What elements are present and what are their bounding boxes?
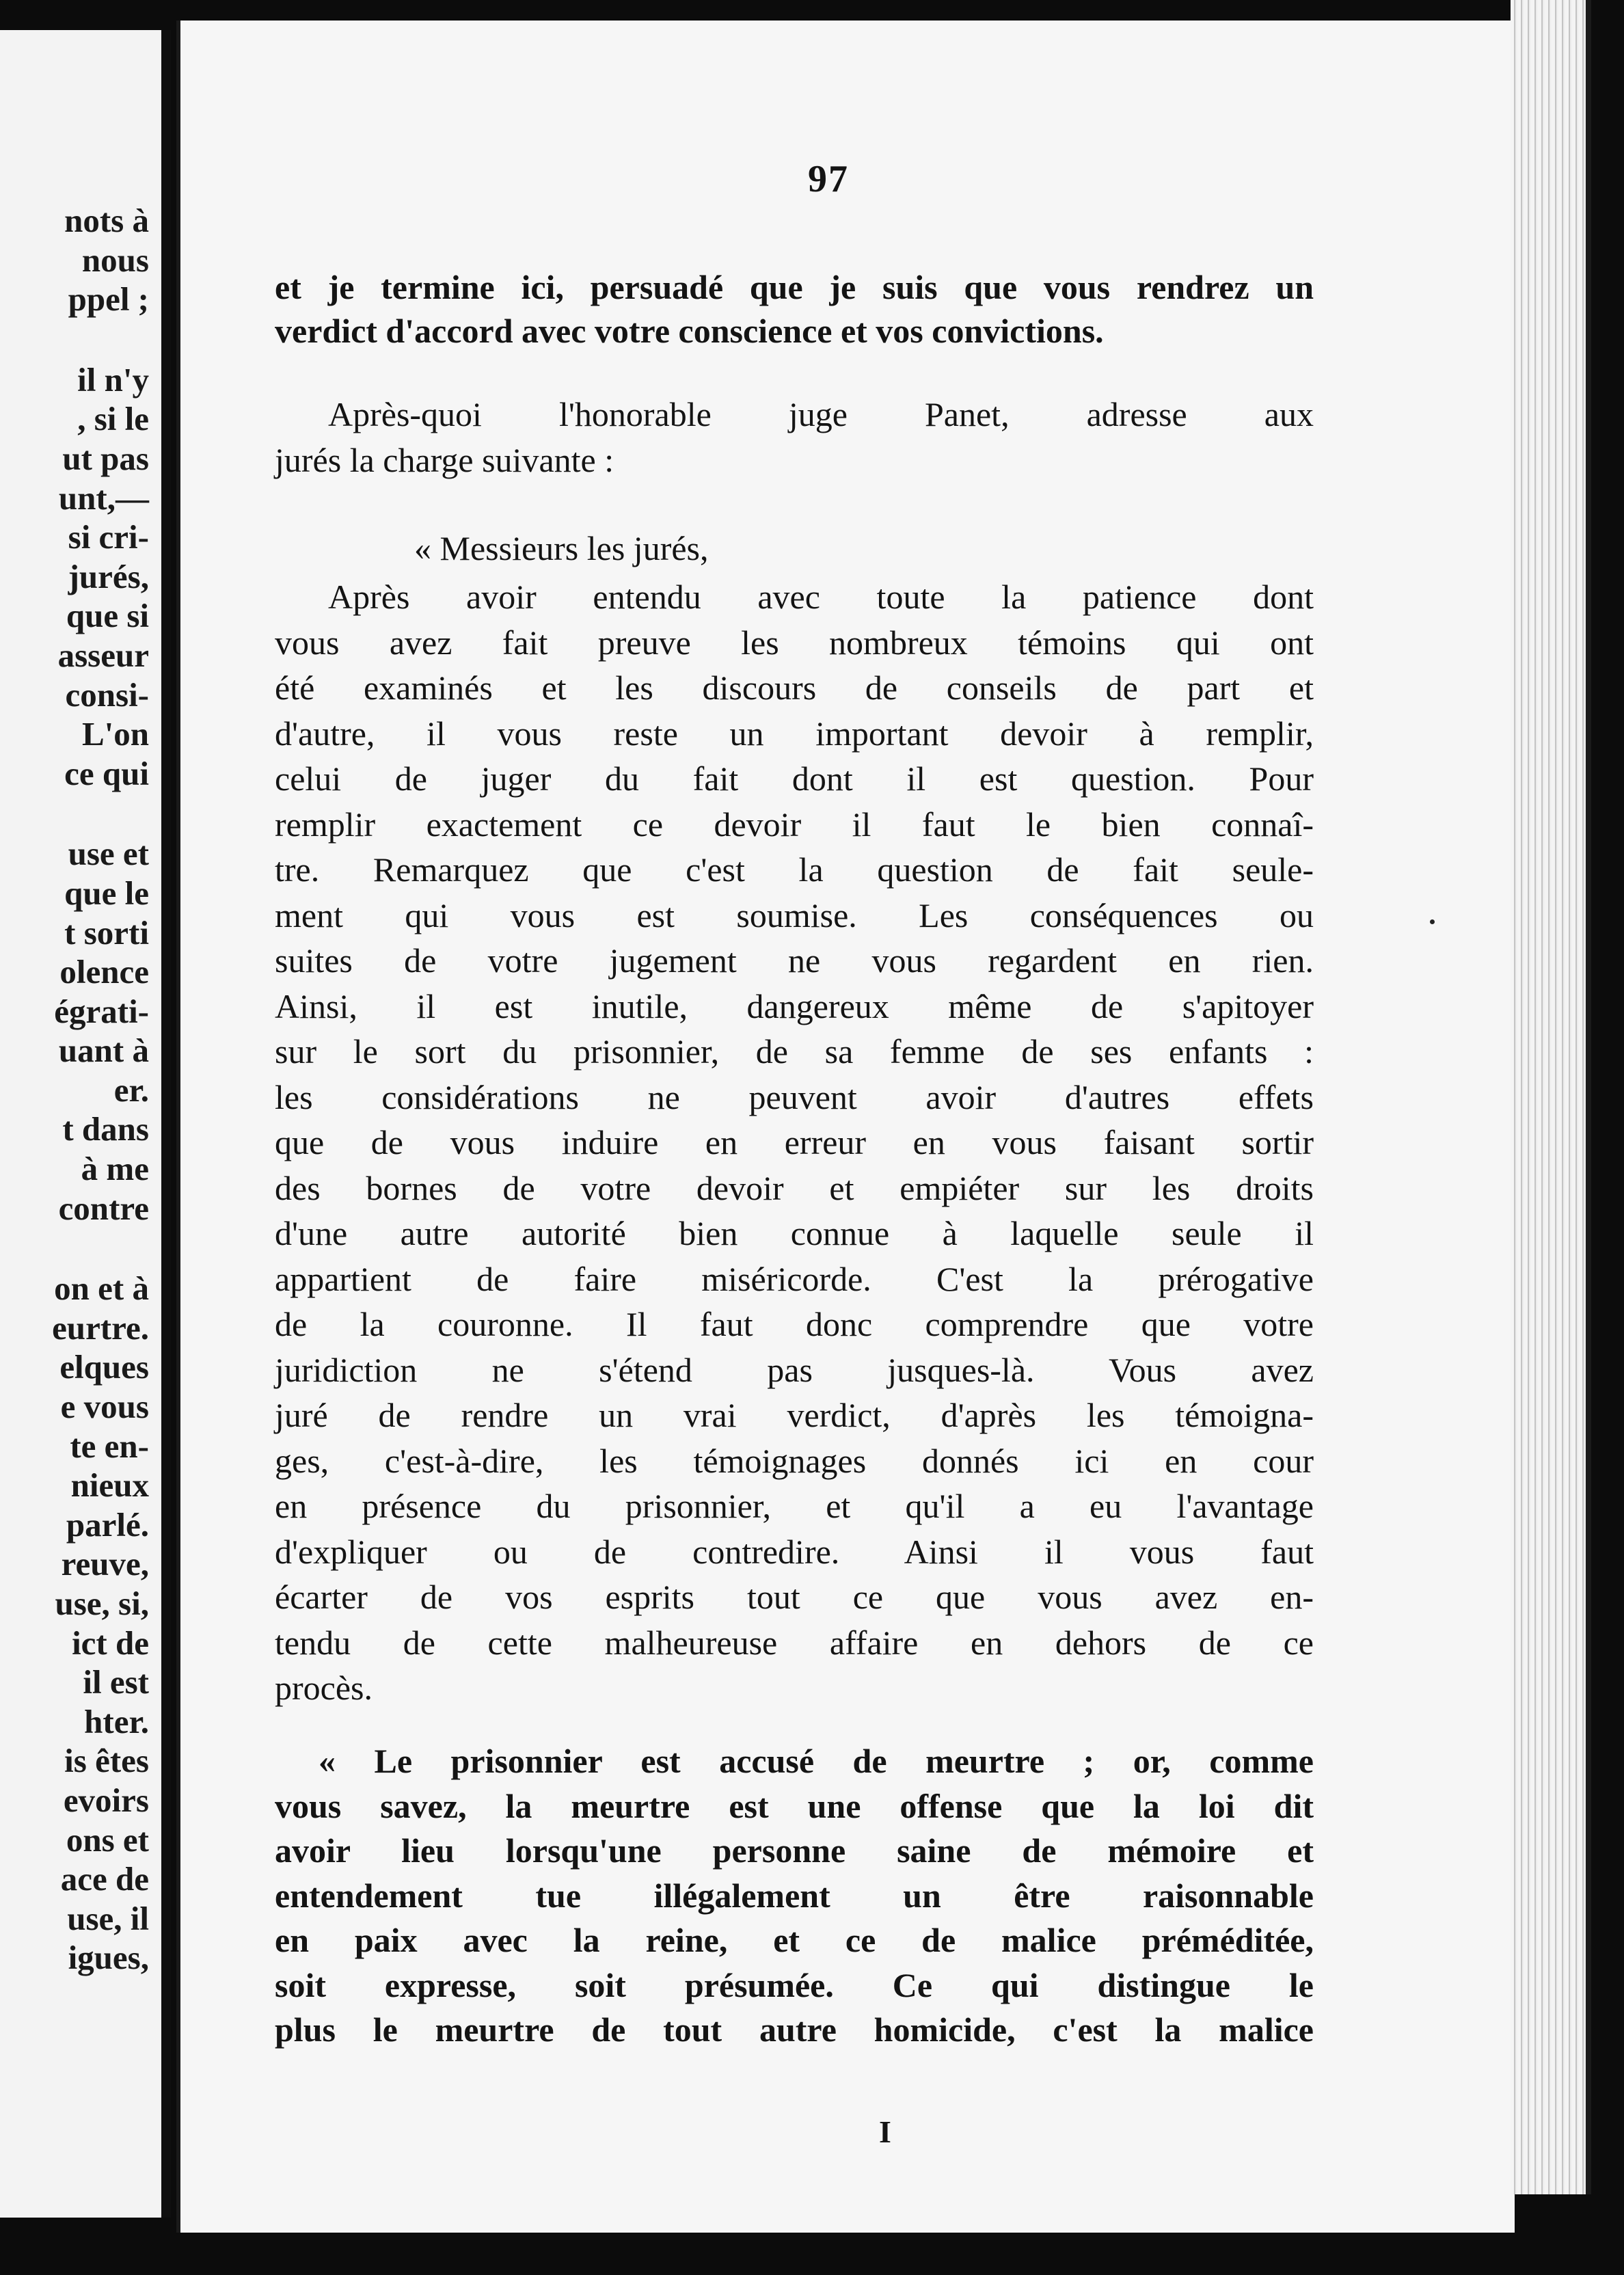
- text-line: vous savez, la meurtre est une offense que la loi dit: [275, 1786, 1314, 1825]
- fragment-line: [0, 319, 149, 360]
- signature-mark: I: [879, 2114, 891, 2149]
- text-line: tre. Remarquez que c'est la question de fait seule-: [275, 850, 1314, 889]
- text-line: écarter de vos esprits tout ce que vous avez en-: [275, 1578, 1314, 1616]
- right-page: [176, 21, 1515, 2233]
- text-line: juré de rendre un vrai verdict, d'après les témoigna-: [275, 1396, 1314, 1434]
- text-line: entendement tue illégalement un être raisonnable: [275, 1876, 1314, 1915]
- fragment-line: asseur: [57, 636, 149, 674]
- page-number: 97: [808, 158, 849, 200]
- fragment-line: use et: [68, 835, 149, 873]
- fragment-line: igues,: [68, 1939, 149, 1977]
- fragment-line: que le: [64, 874, 149, 912]
- text-line: juridiction ne s'étend pas jusques-là. Vous avez: [275, 1350, 1314, 1389]
- fragment-line: égrati-: [54, 992, 149, 1030]
- text-line: d'autre, il vous reste un important devoir à remplir,: [275, 714, 1314, 753]
- fragment-line: is êtes: [64, 1742, 149, 1780]
- text-line: les considérations ne peuvent avoir d'autres effets: [275, 1077, 1314, 1116]
- text-line: de la couronne. Il faut donc comprendre que votre: [275, 1305, 1314, 1343]
- fragment-line: si cri-: [68, 518, 149, 556]
- fragment-line: [0, 1228, 149, 1269]
- fragment-line: que si: [66, 597, 149, 635]
- text-line: soit expresse, soit présumée. Ce qui distingue le: [275, 1965, 1314, 2004]
- text-line: suites de votre jugement ne vous regardent en rien.: [275, 941, 1314, 980]
- text-line: d'une autre autorité bien connue à laquelle seule il: [275, 1214, 1314, 1252]
- fragment-line: hter.: [84, 1702, 149, 1740]
- fragment-line: uant à: [58, 1032, 149, 1070]
- text-line: celui de juger du fait dont il est question. Pour: [275, 759, 1314, 798]
- left-page-text-fragments: [0, 201, 149, 1978]
- fragment-line: on et à: [54, 1269, 149, 1308]
- text-line: en paix avec la reine, et ce de malice préméditée,: [275, 1921, 1314, 1959]
- fragment-line: nots à: [64, 202, 149, 239]
- text-line: plus le meurtre de tout autre homicide, c'est la malice: [275, 2010, 1314, 2049]
- fragment-line: olence: [59, 953, 149, 991]
- fragment-line: ppel ;: [68, 280, 149, 319]
- fragment-line: à me: [81, 1150, 149, 1188]
- narration-paragraph: [275, 392, 1314, 483]
- closing-paragraph: [275, 265, 1314, 353]
- text-line: ges, c'est-à-dire, les témoignages donnés ici en cour: [275, 1441, 1314, 1480]
- fragment-line: [0, 793, 149, 834]
- fragment-line: , si le: [77, 400, 149, 438]
- fragment-line: t sorti: [64, 913, 149, 952]
- book-page-edges: [1511, 0, 1591, 2194]
- fragment-line: te en-: [70, 1427, 149, 1465]
- fragment-line: L'on: [81, 715, 149, 753]
- text-line: verdict d'accord avec votre conscience et vos convictions.: [275, 312, 1104, 350]
- text-line: été examinés et les discours de conseils de part et: [275, 669, 1314, 707]
- fragment-line: t dans: [62, 1110, 149, 1148]
- text-line: et je termine ici, persuadé que je suis que vous rendrez un: [275, 268, 1314, 306]
- fragment-line: unt,—: [58, 479, 149, 517]
- text-line: jurés la charge suivante :: [275, 440, 614, 479]
- fragment-line: elques: [59, 1348, 149, 1386]
- fragment-line: er.: [113, 1071, 149, 1109]
- fragment-line: ace de: [60, 1860, 149, 1898]
- text-line: Ainsi, il est inutile, dangereux même de s'apitoyer: [275, 986, 1314, 1025]
- text-line: en présence du prisonnier, et qu'il a eu l'avantage: [275, 1487, 1314, 1525]
- fragment-line: use, il: [67, 1899, 149, 1937]
- fragment-line: use, si,: [55, 1585, 149, 1622]
- text-line: Après-quoi l'honorable juge Panet, adresse aux: [328, 395, 1314, 433]
- text-line: ment qui vous est soumise. Les conséquences ou: [275, 896, 1314, 934]
- text-line: des bornes de votre devoir et empiéter sur les droits: [275, 1168, 1314, 1207]
- fragment-line: eurtre.: [52, 1308, 149, 1347]
- text-line: vous avez fait preuve les nombreux témoins qui ont: [275, 623, 1314, 662]
- fragment-line: il est: [83, 1663, 149, 1701]
- text-line: « Le prisonnier est accusé de meurtre ; or, comme: [319, 1742, 1314, 1780]
- left-page: [0, 30, 171, 2218]
- text-line: sur le sort du prisonnier, de sa femme de ses enfants :: [275, 1032, 1314, 1071]
- fragment-line: nieux: [70, 1466, 149, 1505]
- fragment-line: consi-: [65, 675, 149, 714]
- text-line: avoir lieu lorsqu'une personne saine de mémoire et: [275, 1831, 1314, 1870]
- charge-paragraph: [275, 574, 1314, 1711]
- fragment-line: ons et: [66, 1820, 149, 1859]
- fragment-line: il n'y: [77, 360, 149, 399]
- fragment-line: nous: [81, 241, 149, 279]
- fragment-line: contre: [58, 1189, 149, 1227]
- fragment-line: ce qui: [64, 754, 149, 792]
- text-line: Après avoir entendu avec toute la patience dont: [328, 578, 1314, 616]
- text-line: que de vous induire en erreur en vous faisant sortir: [275, 1123, 1314, 1161]
- fragment-line: ut pas: [62, 439, 149, 477]
- fragment-line: evoirs: [63, 1781, 149, 1819]
- text-line: procès.: [275, 1669, 373, 1707]
- fragment-line: e vous: [60, 1388, 149, 1426]
- fragment-line: reuve,: [61, 1545, 149, 1583]
- text-line: remplir exactement ce devoir il faut le bien connaî-: [275, 805, 1314, 844]
- text-line: tendu de cette malheureuse affaire en dehors de ce: [275, 1623, 1314, 1662]
- fragment-line: jurés,: [68, 557, 149, 595]
- salutation: « Messieurs les jurés,: [414, 529, 709, 567]
- murder-definition-paragraph: [275, 1739, 1314, 2053]
- ink-speck: [1430, 919, 1435, 924]
- text-line: appartient de faire miséricorde. C'est la prérogative: [275, 1259, 1314, 1298]
- text-line: d'expliquer ou de contredire. Ainsi il vous faut: [275, 1532, 1314, 1571]
- fragment-line: ict de: [72, 1624, 149, 1662]
- fragment-line: parlé.: [66, 1505, 149, 1544]
